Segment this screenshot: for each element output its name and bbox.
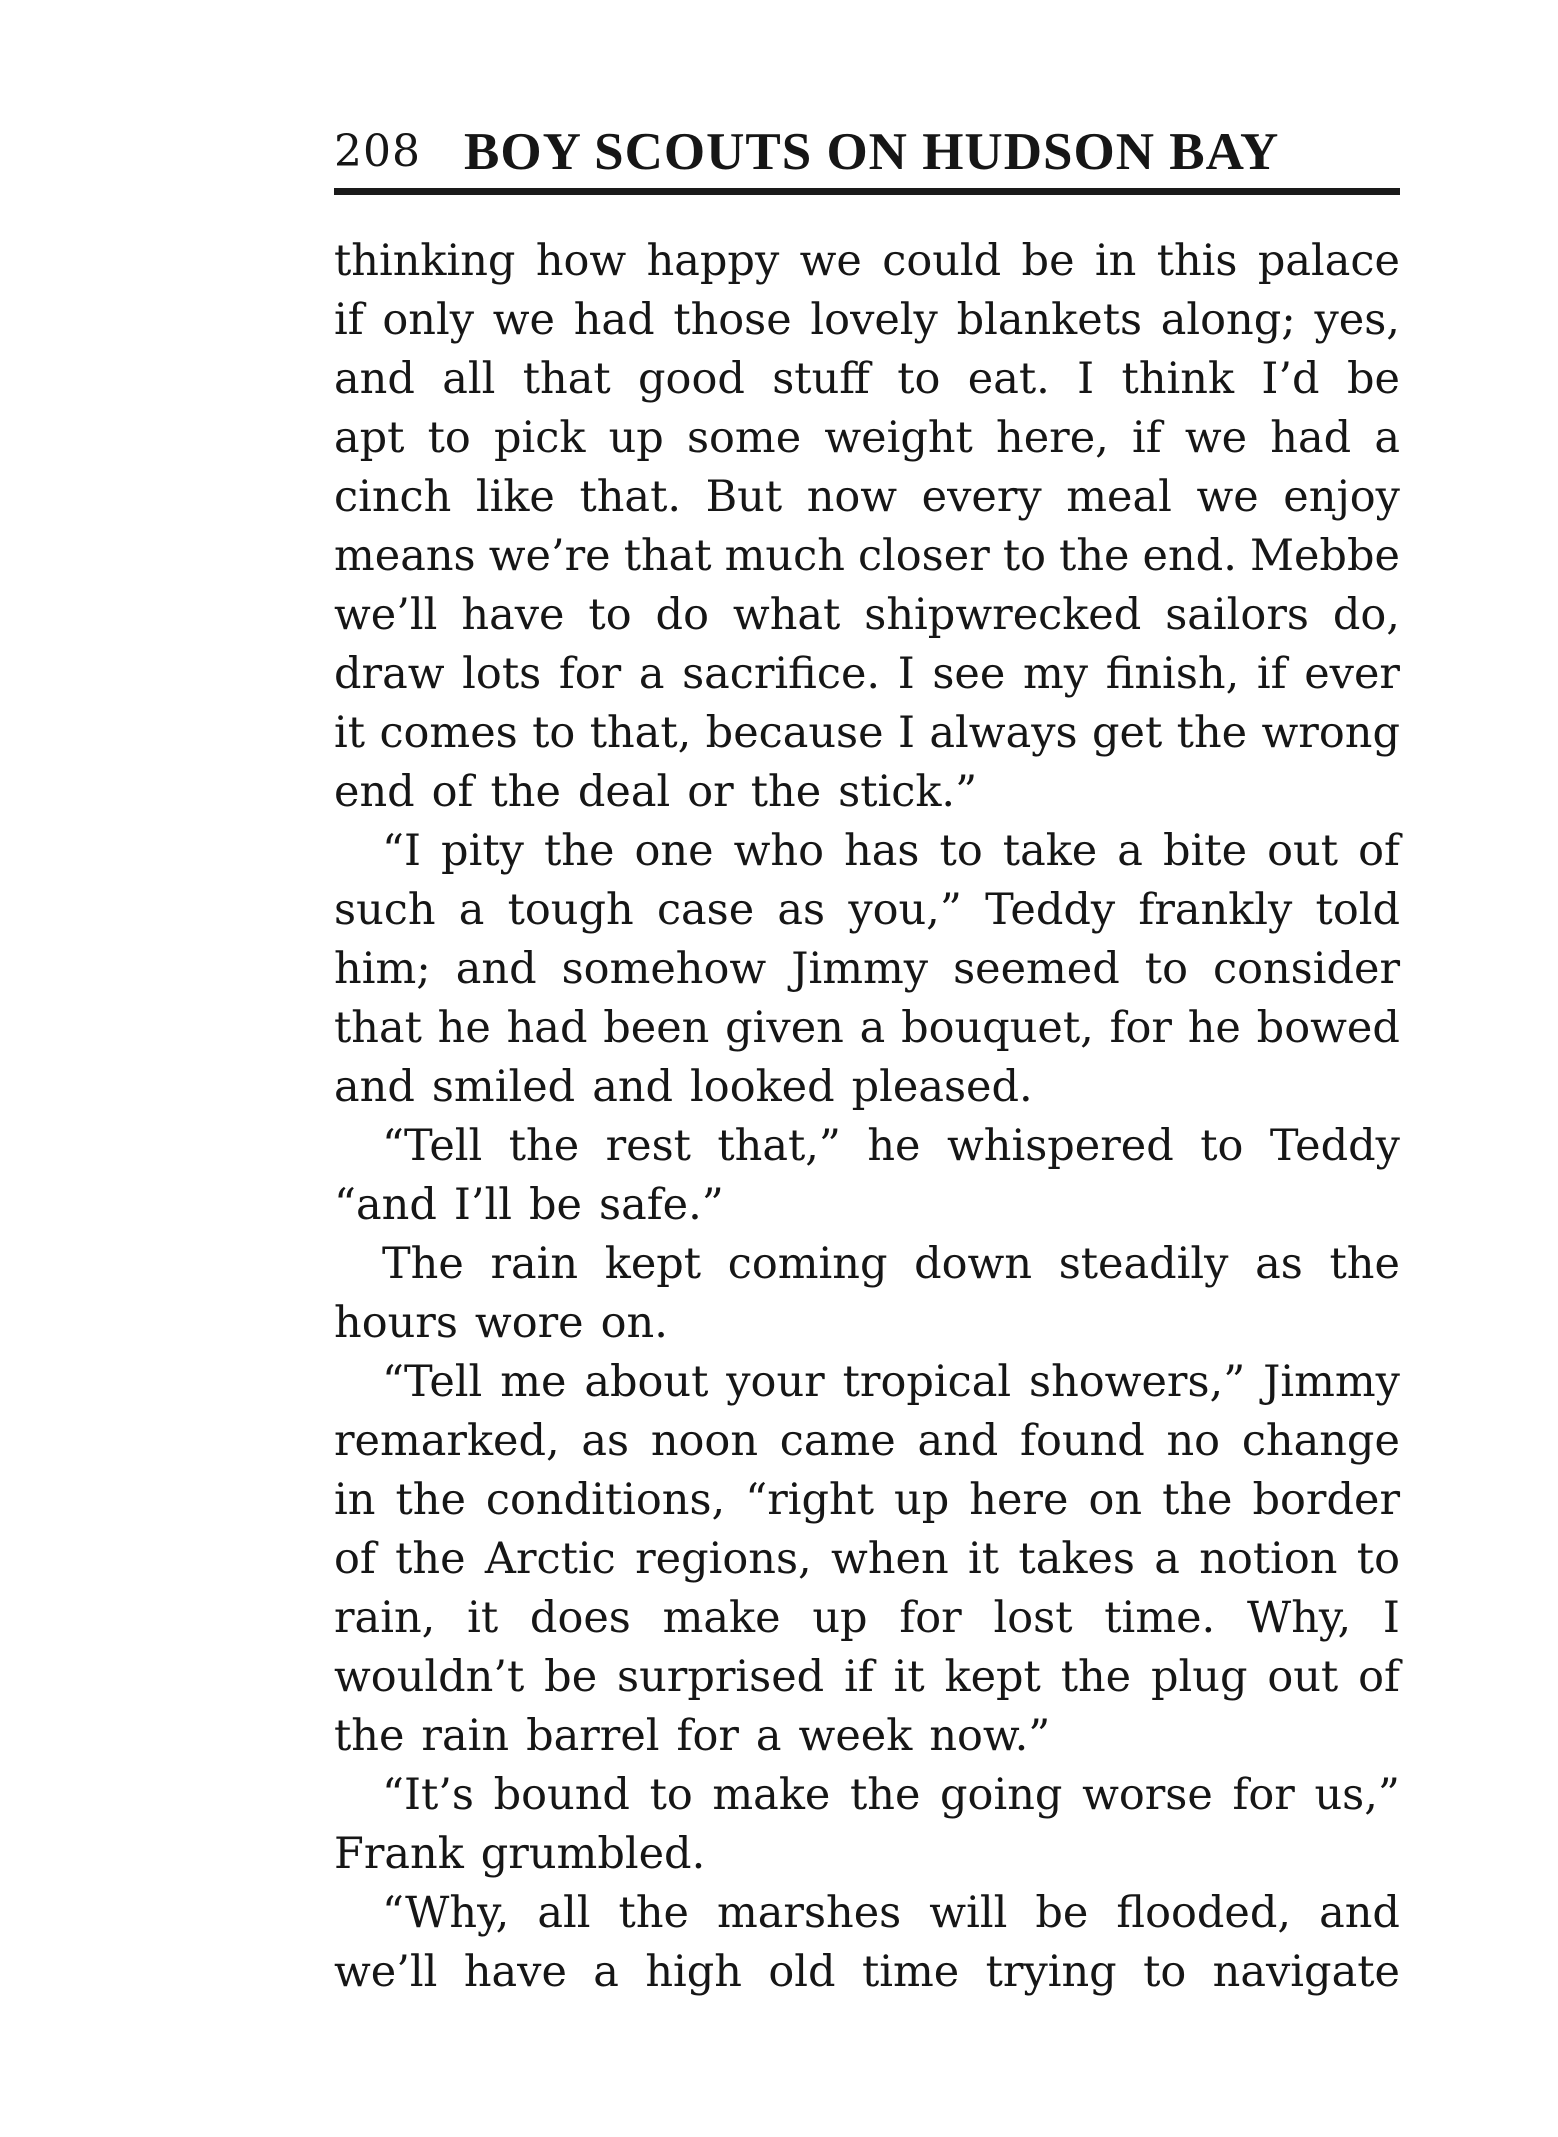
text-line: The rain kept coming down steadily as the <box>382 1239 1400 1289</box>
text-line: him; and somehow Jimmy seemed to consider <box>334 944 1400 994</box>
text-line: “Tell me about your tropical showers,” Jimmy <box>382 1357 1400 1407</box>
text-line: means we’re that much closer to the end. Mebbe <box>334 531 1400 581</box>
text-line: we’ll have to do what shipwrecked sailors do, <box>334 590 1400 640</box>
text-line: apt to pick up some weight here, if we had a <box>334 413 1400 463</box>
text-line: wouldn’t be surprised if it kept the plug out of <box>334 1652 1400 1702</box>
text-line: in the conditions, “right up here on the border <box>334 1475 1400 1525</box>
body-text <box>334 232 1400 2002</box>
running-head: BOY SCOUTS ON HUDSON BAY <box>464 123 1280 181</box>
text-line: of the Arctic regions, when it takes a notion to <box>334 1534 1400 1584</box>
text-line: we’ll have a high old time trying to navigate <box>334 1947 1400 1997</box>
text-line: draw lots for a sacrifice. I see my finish, if ever <box>334 649 1400 699</box>
text-line: end of the deal or the stick.” <box>334 767 978 817</box>
text-line: “and I’ll be safe.” <box>334 1180 724 1230</box>
text-line: and smiled and looked pleased. <box>334 1062 1033 1112</box>
text-line: hours wore on. <box>334 1298 668 1348</box>
text-line: Frank grumbled. <box>334 1829 706 1879</box>
text-line: “It’s bound to make the going worse for us,” <box>382 1770 1400 1820</box>
header-rule <box>334 188 1400 195</box>
text-line: and all that good stuff to eat. I think I’d be <box>334 354 1400 404</box>
text-line: such a tough case as you,” Teddy frankly told <box>334 885 1400 935</box>
text-line: the rain barrel for a week now.” <box>334 1711 1051 1761</box>
text-line: it comes to that, because I always get the wrong <box>334 708 1400 758</box>
page-number: 208 <box>334 126 421 177</box>
text-line: that he had been given a bouquet, for he bowed <box>334 1003 1400 1053</box>
text-line: rain, it does make up for lost time. Why, I <box>334 1593 1400 1643</box>
text-line: “I pity the one who has to take a bite out of <box>382 826 1400 876</box>
text-line: “Tell the rest that,” he whispered to Teddy <box>382 1121 1400 1171</box>
text-line: cinch like that. But now every meal we enjoy <box>334 472 1400 522</box>
text-line: remarked, as noon came and found no change <box>334 1416 1400 1466</box>
text-line: if only we had those lovely blankets along; yes, <box>334 295 1400 345</box>
text-line: thinking how happy we could be in this palace <box>334 236 1400 286</box>
text-line: “Why, all the marshes will be flooded, and <box>382 1888 1400 1938</box>
page-header <box>334 118 1400 194</box>
